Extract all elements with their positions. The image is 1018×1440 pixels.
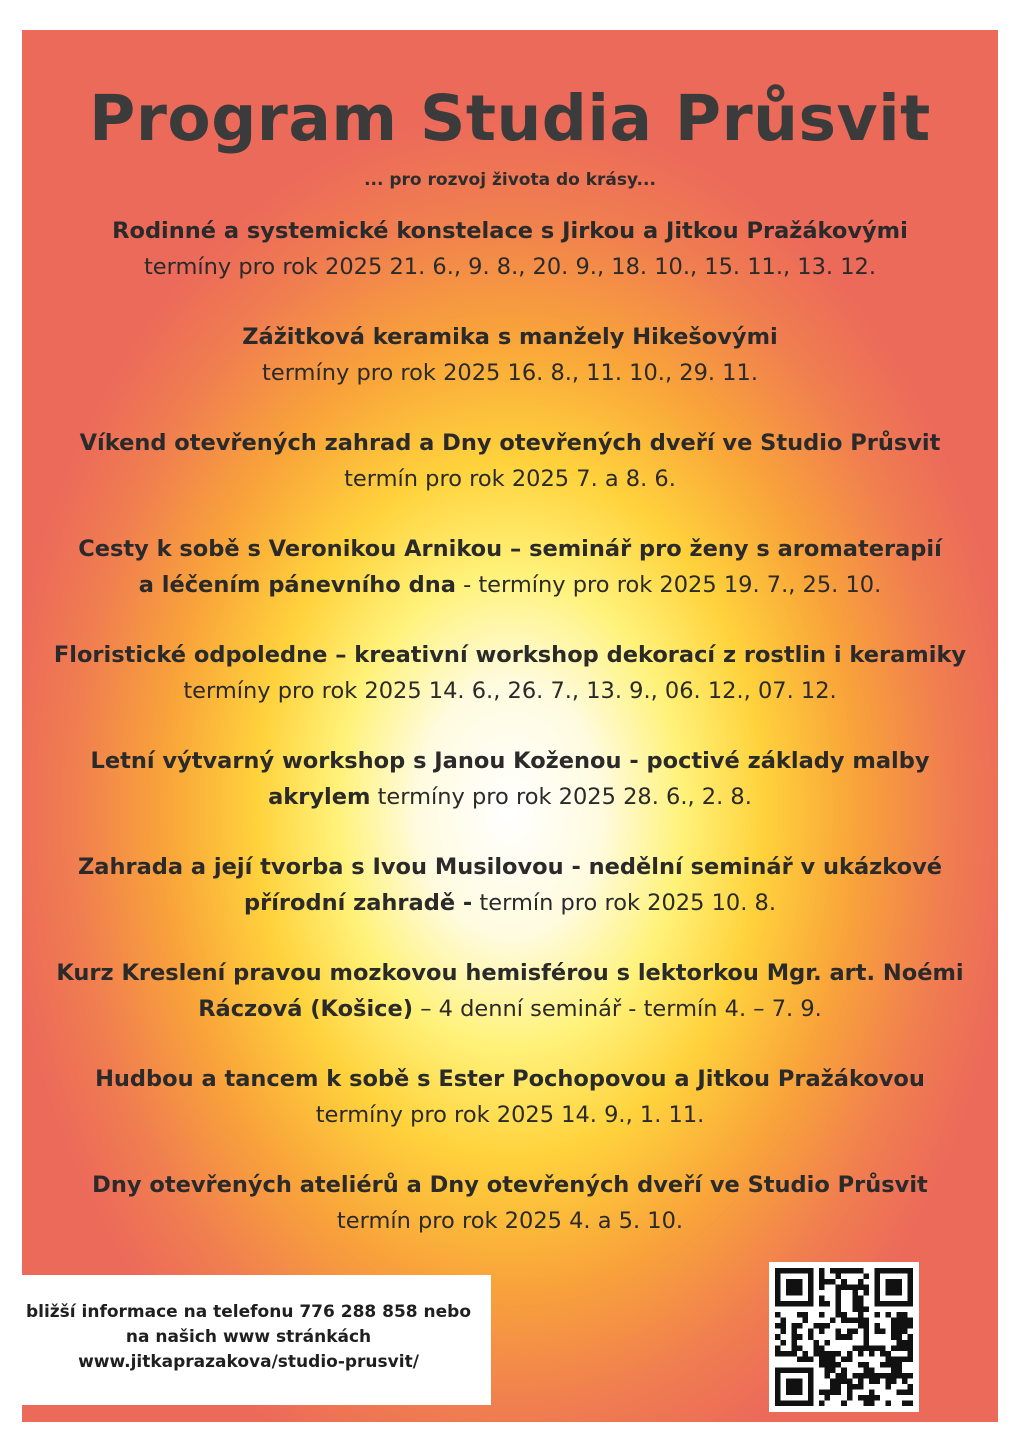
event-line (22, 637, 998, 673)
event-title-text: Dny otevřených ateliérů a Dny otevřených dveří ve Studio Průsvit (92, 1172, 928, 1198)
event-entry (22, 849, 998, 921)
event-line (22, 1097, 998, 1133)
event-line (22, 1203, 998, 1239)
event-entry (22, 1167, 998, 1239)
event-dates-text: termín pro rok 2025 7. a 8. 6. (344, 466, 676, 492)
event-line (22, 1167, 998, 1203)
event-list (22, 213, 998, 1273)
event-title-text: Cesty k sobě s Veronikou Arnikou – seminář pro ženy s aromaterapií (78, 536, 942, 562)
event-line (22, 779, 998, 815)
event-line (22, 1061, 998, 1097)
contact-phone-line: bližší informace na telefonu 776 288 858 nebo (25, 1302, 472, 1322)
event-entry (22, 425, 998, 497)
event-line (22, 213, 998, 249)
qr-code-graphic (775, 1268, 913, 1406)
event-dates-text: termíny pro rok 2025 28. 6., 2. 8. (370, 784, 752, 810)
event-title-text: akrylem (268, 784, 371, 810)
event-dates-text: termíny pro rok 2025 14. 6., 26. 7., 13. 9., 06. 12., 07. 12. (183, 678, 837, 704)
event-title-text: Rodinné a systemické konstelace s Jirkou a Jitkou Pražákovými (112, 218, 908, 244)
event-entry (22, 531, 998, 603)
event-line (22, 461, 998, 497)
event-title-text: Ráczová (Košice) (198, 996, 414, 1022)
event-title-text: Zahrada a její tvorba s Ivou Musilovou - nedělní seminář v ukázkové (77, 854, 943, 880)
event-dates-text: termín pro rok 2025 4. a 5. 10. (336, 1208, 684, 1234)
event-title-text: Víkend otevřených zahrad a Dny otevřených dveří ve Studio Průsvit (79, 430, 941, 456)
contact-info-box (6, 1275, 491, 1405)
event-line (22, 355, 998, 391)
event-line (22, 743, 998, 779)
event-title-text: Letní výtvarný workshop s Janou Koženou - poctivé základy malby (90, 748, 930, 774)
event-dates-text: termíny pro rok 2025 16. 8., 11. 10., 29. 11. (262, 360, 758, 386)
event-entry (22, 319, 998, 391)
event-dates-text: - termíny pro rok 2025 19. 7., 25. 10. (455, 572, 882, 598)
event-entry (22, 637, 998, 709)
event-entry (22, 213, 998, 285)
event-dates-text: termíny pro rok 2025 14. 9., 1. 11. (315, 1102, 705, 1128)
contact-web-line: na našich www stránkách (125, 1327, 372, 1347)
event-line (22, 673, 998, 709)
event-line (22, 567, 998, 603)
event-title-text: Hudbou a tancem k sobě s Ester Pochopovou a Jitkou Pražákovou (95, 1066, 925, 1092)
event-title-text: Floristické odpoledne – kreativní workshop dekorací z rostlin i keramiky (53, 642, 967, 668)
page-title: Program Studia Průsvit (89, 82, 931, 155)
poster (22, 30, 998, 1422)
event-line (22, 249, 998, 285)
event-entry (22, 1061, 998, 1133)
subtitle: ... pro rozvoj života do krásy... (364, 170, 656, 190)
event-line (22, 425, 998, 461)
event-dates-text: termíny pro rok 2025 21. 6., 9. 8., 20. 9., 18. 10., 15. 11., 13. 12. (143, 254, 877, 280)
event-title-text: přírodní zahradě - (244, 890, 473, 916)
qr-code-icon[interactable] (769, 1262, 919, 1412)
event-line (22, 319, 998, 355)
event-line (22, 531, 998, 567)
event-line (22, 849, 998, 885)
event-line (22, 885, 998, 921)
event-dates-text: – 4 denní seminář - termín 4. – 7. 9. (413, 996, 822, 1022)
event-entry (22, 955, 998, 1027)
event-title-text: Kurz Kreslení pravou mozkovou hemisférou s lektorkou Mgr. art. Noémi (56, 960, 964, 986)
event-dates-text: termín pro rok 2025 10. 8. (472, 890, 776, 916)
event-title-text: a léčením pánevního dna (138, 572, 456, 598)
event-entry (22, 743, 998, 815)
event-line (22, 991, 998, 1027)
event-title-text: Zážitková keramika s manžely Hikešovými (242, 324, 778, 350)
event-line (22, 955, 998, 991)
contact-url[interactable]: www.jitkaprazakova/studio-prusvit/ (78, 1352, 419, 1372)
